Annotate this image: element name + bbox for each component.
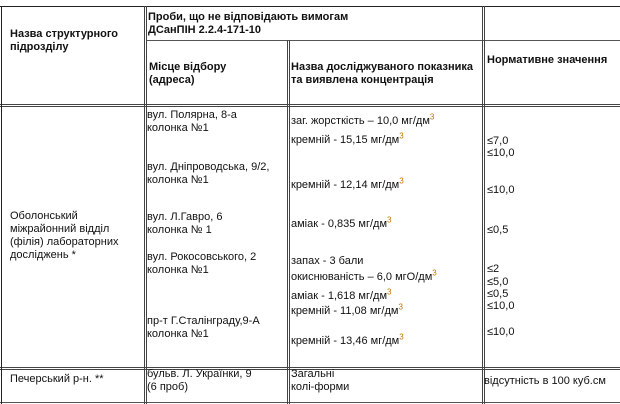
table-bottom-border	[0, 402, 620, 403]
indicator-8-sup: 3	[398, 302, 403, 312]
address-4-line2: колонка №1	[147, 264, 209, 276]
indicator-4	[291, 215, 392, 231]
address-5-line1: пр-т Г.Сталінграду,9-А	[147, 315, 260, 327]
indicator-4-text: аміак - 0,835 мг/дм	[291, 218, 388, 230]
indicator-9-text: кремній - 13,46 мг/дм	[291, 335, 400, 347]
header-group-title-line2: ДСанПІН 2.2.4-171-10	[148, 24, 262, 36]
col-divider-3	[482, 6, 485, 404]
indicator-5: запах - 3 бали	[291, 255, 364, 267]
indicator-8-text: кремній - 11,08 мг/дм	[291, 305, 399, 317]
indicator-7-text: аміак - 1,618 мг/дм	[291, 290, 388, 302]
header-group-title-line1: Проби, що не відповідають вимогам	[148, 11, 349, 23]
address-1-line1: вул. Полярна, 8-а	[147, 109, 237, 121]
header-place-title-line1: Місце відбору	[149, 61, 227, 73]
table-left-border	[1, 6, 2, 404]
indicator-10-line2: колі-форми	[291, 381, 350, 393]
norm-9: ≤10,0	[487, 326, 515, 338]
indicator-2	[291, 131, 404, 147]
norm-7: ≤0,5	[487, 288, 509, 300]
header-group-divider	[146, 40, 620, 41]
indicator-6-sup: 3	[432, 268, 437, 278]
address-6-line1: бульв. Л. Українки, 9	[147, 368, 252, 380]
indicator-7-sup: 3	[387, 287, 392, 297]
indicator-9-sup: 3	[399, 332, 404, 342]
address-3-line2: колонка № 1	[147, 224, 212, 236]
header-indicator-title-line2: та виявлена концентрація	[291, 74, 434, 86]
norm-10: відсутність в 100 куб.см	[484, 375, 606, 387]
norm-2: ≤10,0	[487, 147, 515, 159]
col-divider-1	[144, 6, 147, 404]
unit-obolon-line1: Оболонський	[10, 210, 78, 222]
indicator-8	[291, 302, 403, 318]
indicator-1-sup: 3	[429, 112, 435, 122]
indicator-1-text: заг. жорсткість – 10,0 мг/дм	[291, 115, 430, 127]
indicator-3-sup: 3	[399, 176, 404, 186]
header-unit-title-text: Назва структурного підрозділу	[10, 28, 119, 53]
indicator-4-sup: 3	[387, 215, 392, 225]
indicator-9	[291, 332, 404, 348]
unit-obolon-line4: досліджень *	[10, 249, 76, 261]
unit-obolon-line2: міжрайонний відділ	[10, 223, 110, 235]
address-6-line2: (6 проб)	[147, 381, 188, 393]
header-norm-title: Нормативне значення	[487, 54, 608, 66]
norm-1: ≤7,0	[487, 135, 509, 147]
indicator-2-text: кремній - 15,15 мг/дм	[291, 134, 400, 146]
address-1-line2: колонка №1	[147, 122, 209, 134]
address-3-line1: вул. Л.Гавро, 6	[147, 211, 223, 223]
norm-4: ≤0,5	[487, 224, 509, 236]
indicator-6-text: окиснюваність – 6,0 мгО/дм	[291, 271, 433, 283]
address-4-line1: вул. Рокосовського, 2	[147, 251, 257, 263]
header-unit-title	[10, 28, 140, 54]
unit-pechersk: Печерський р-н. **	[10, 373, 104, 385]
indicator-7	[291, 287, 392, 303]
header-indicator-title-line1: Назва досліджуваного показника	[291, 61, 473, 73]
header-place-title-line2: (адреса)	[149, 74, 195, 86]
indicator-3	[291, 176, 404, 192]
indicator-1	[291, 112, 435, 128]
indicator-2-sup: 3	[399, 131, 404, 141]
address-2-line1: вул. Дніпроводська, 9/2,	[147, 161, 270, 173]
col-divider-2	[287, 40, 290, 404]
indicator-10-line1: Загальні	[291, 368, 335, 380]
norm-8: ≤10,0	[487, 300, 515, 312]
indicator-3-text: кремній - 12,14 мг/дм	[291, 179, 400, 191]
unit-obolon-line3: (філія) лабораторних	[10, 236, 119, 248]
norm-6: ≤5,0	[487, 276, 509, 288]
table-top-border	[0, 6, 620, 7]
address-5-line2: колонка №1	[147, 328, 209, 340]
norm-3: ≤10,0	[487, 184, 515, 196]
indicator-6	[291, 268, 437, 284]
norm-5: ≤2	[487, 263, 500, 275]
header-bottom-border	[0, 104, 620, 107]
address-2-line2: колонка №1	[147, 174, 209, 186]
